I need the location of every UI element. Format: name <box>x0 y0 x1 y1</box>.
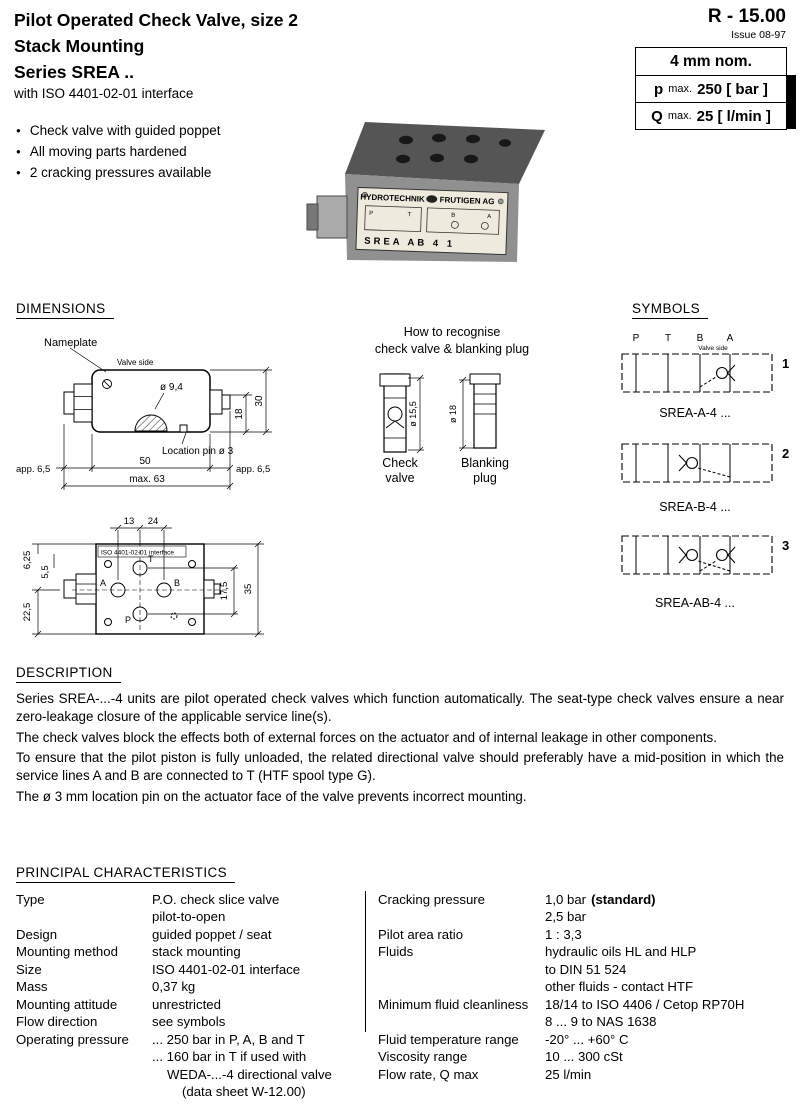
check-valve-body <box>380 374 410 452</box>
char-value: other fluids - contact HTF <box>545 979 694 995</box>
recognise-title-line-2: check valve & blanking plug <box>374 342 530 356</box>
char-row <box>378 1066 788 1083</box>
spec-box-edge-bar <box>786 75 796 129</box>
valve-side-label: Valve side <box>117 358 154 367</box>
char-row <box>378 1048 788 1065</box>
blanking-plug-diameter-label: ø 18 <box>448 404 458 424</box>
symbol-diagram-1 <box>618 330 800 406</box>
characteristics-right-column <box>378 891 788 1083</box>
char-label: Pilot area ratio <box>378 926 464 942</box>
symbol-number-1: 1 <box>782 356 790 371</box>
char-value: stack mounting <box>152 944 241 960</box>
product-photo <box>303 110 548 295</box>
symbol-3-schematic <box>622 536 772 574</box>
spec-p-value: 250 [ bar ] <box>697 80 768 98</box>
char-value: 18/14 to ISO 4406 / Cetop RP70H <box>545 996 745 1012</box>
port-label-p: P <box>124 615 131 625</box>
char-value: 10 ... 300 cSt <box>545 1049 623 1065</box>
dim-6-25: 6,25 <box>22 550 33 570</box>
char-row <box>16 1013 362 1030</box>
blanking-plug-body <box>470 374 500 448</box>
recognise-title <box>352 324 552 358</box>
char-row <box>378 908 788 925</box>
interface-label: ISO 4401-02-01 interface <box>101 549 174 557</box>
char-row <box>16 943 362 960</box>
symbol-number-3: 3 <box>782 538 790 553</box>
description-body <box>16 690 784 809</box>
char-value: 8 ... 9 to NAS 1638 <box>545 1014 657 1030</box>
spec-row-pressure <box>636 75 786 102</box>
description-heading-text: DESCRIPTION <box>16 665 121 683</box>
page-title-line-2: Stack Mounting <box>14 36 145 56</box>
spec-q-max: max. <box>667 110 692 122</box>
char-row <box>16 1031 362 1048</box>
char-value: 2,5 bar <box>545 909 587 925</box>
char-label <box>378 1013 545 1030</box>
char-label: Fluid temperature range <box>378 1031 519 1047</box>
header-title-block <box>14 7 298 85</box>
char-value: 1 : 3,3 <box>545 926 582 942</box>
char-label <box>378 961 545 978</box>
port-label-a: A <box>99 578 106 588</box>
side-view-drawing <box>14 332 314 504</box>
char-label: Mass <box>16 979 48 995</box>
char-row <box>16 1066 362 1083</box>
symbols-section-heading <box>632 300 708 319</box>
dim-17-5: 17,5 <box>219 581 230 601</box>
port-label-b: B <box>174 578 181 588</box>
characteristics-heading-text: PRINCIPAL CHARACTERISTICS <box>16 865 235 883</box>
char-row <box>16 961 362 978</box>
symbol-diagram-3 <box>618 530 800 580</box>
symbol-caption-1: SREA-A-4 ... <box>659 406 731 420</box>
char-row <box>378 943 788 960</box>
valve-block-top <box>345 122 545 184</box>
spec-p-label: p <box>654 80 664 98</box>
char-row <box>16 1048 362 1065</box>
description-paragraph: The check valves block the effects both of external forces on the actuator and of internal leakage in other components. <box>16 729 717 745</box>
feature-item <box>16 120 220 141</box>
spec-row-flow <box>636 102 786 129</box>
dim-left-offset: app. 6,5 <box>16 464 51 475</box>
char-label: Design <box>16 926 58 942</box>
blanking-plug-drawing <box>444 364 509 464</box>
port-label-a: A <box>726 333 734 344</box>
plug-caption-line-1: Blanking <box>461 456 509 470</box>
page-title: Pilot Operated Check Valve, size 2 <box>14 10 299 30</box>
char-value: to DIN 51 524 <box>545 961 627 977</box>
location-pin-label: Location pin ø 3 <box>162 446 234 457</box>
feature-label: 2 cracking pressures available <box>29 165 212 180</box>
dimensions-section-heading <box>16 300 114 319</box>
label-port-b: B <box>451 212 456 219</box>
description-paragraph: The ø 3 mm location pin on the actuator face of the valve prevents incorrect mounting. <box>16 788 527 804</box>
check-caption-line-1: Check <box>382 456 418 470</box>
char-row <box>16 926 362 943</box>
char-row <box>378 1013 788 1030</box>
hole-diameter-label: ø 9,4 <box>160 382 183 393</box>
feature-label: All moving parts hardened <box>29 144 187 159</box>
char-row <box>16 996 362 1013</box>
char-row <box>378 926 788 943</box>
char-label <box>378 908 545 925</box>
symbol-caption-3: SREA-AB-4 ... <box>655 596 735 610</box>
features-list <box>16 120 220 183</box>
top-view-body <box>64 544 220 634</box>
spec-q-label: Q <box>651 107 663 125</box>
page-title-line-3: Series SREA .. <box>14 62 134 82</box>
spec-row-nominal <box>636 48 786 75</box>
feature-item <box>16 162 220 183</box>
nameplate <box>356 187 508 254</box>
symbols-heading-text: SYMBOLS <box>632 301 708 319</box>
symbol-2-schematic <box>622 444 772 482</box>
char-value: 0,37 kg <box>152 979 196 995</box>
port-label-t: T <box>148 554 154 564</box>
characteristics-section-heading <box>16 864 235 883</box>
char-label: Size <box>16 961 42 977</box>
dim-width-50: 50 <box>139 456 151 467</box>
char-label: Fluids <box>378 944 414 960</box>
char-row <box>378 1031 788 1048</box>
char-row <box>378 996 788 1013</box>
side-plug <box>307 196 347 238</box>
dim-right-offset: app. 6,5 <box>236 464 271 475</box>
port-label-b: B <box>696 333 704 344</box>
char-value: unrestricted <box>152 996 221 1012</box>
check-caption-line-2: valve <box>385 471 415 485</box>
dim-height-18: 18 <box>234 408 245 420</box>
recognise-title-line-1: How to recognise <box>403 325 501 339</box>
side-view-body <box>64 370 230 432</box>
dim-max-width: max. 63 <box>129 474 165 485</box>
char-value: pilot-to-open <box>152 909 226 925</box>
doc-number: R - 15.00 <box>707 6 786 27</box>
description-section-heading <box>16 664 121 683</box>
char-value: (data sheet W-12.00) <box>182 1083 306 1099</box>
char-value: guided poppet / seat <box>152 926 272 942</box>
char-label: Mounting method <box>16 944 118 960</box>
char-value: 25 l/min <box>545 1066 592 1082</box>
label-port-a: A <box>487 213 492 221</box>
blanking-plug-caption <box>440 456 530 486</box>
dim-35: 35 <box>243 583 254 595</box>
char-label: Flow direction <box>16 1014 98 1030</box>
char-label: Type <box>16 892 45 907</box>
char-value: P.O. check slice valve <box>152 892 280 907</box>
dimensions-heading-text: DIMENSIONS <box>16 301 114 319</box>
char-label <box>378 978 545 995</box>
check-valve-diameter-label: ø 15,5 <box>408 401 418 427</box>
spec-q-value: 25 [ l/min ] <box>696 107 771 125</box>
label-port-t: T <box>407 212 412 219</box>
char-label: Mounting attitude <box>16 996 118 1012</box>
brand-text-left: HYDROTECHNIK <box>360 192 425 204</box>
char-value: ... 160 bar in T if used with <box>152 1049 307 1065</box>
feature-item <box>16 141 220 162</box>
column-divider <box>365 891 366 1032</box>
char-value: hydraulic oils HL and HLP <box>545 944 697 960</box>
char-value: ISO 4401-02-01 interface <box>152 961 301 977</box>
char-label <box>16 1048 152 1065</box>
dim-24: 24 <box>147 516 159 527</box>
char-row <box>16 978 362 995</box>
model-text: SREA AB 4 1 <box>364 235 456 250</box>
top-view-drawing <box>14 510 314 662</box>
dim-height-30: 30 <box>254 395 265 407</box>
symbol-1-schematic <box>622 354 772 392</box>
char-value: WEDA-...-4 directional valve <box>167 1066 332 1082</box>
check-valve-drawing <box>372 364 430 464</box>
dim-5-5: 5,5 <box>40 565 51 579</box>
char-label <box>16 1066 152 1083</box>
char-label <box>16 908 152 925</box>
char-row <box>378 978 788 995</box>
char-row <box>16 891 362 908</box>
characteristics-left-column <box>16 891 362 1100</box>
spec-table <box>635 47 787 130</box>
char-row <box>16 1083 362 1100</box>
char-row <box>16 908 362 925</box>
port-label-p: P <box>632 333 640 344</box>
symbol-caption-2: SREA-B-4 ... <box>659 500 731 514</box>
char-label <box>16 1083 152 1100</box>
dim-22-5: 22,5 <box>22 602 33 622</box>
brand-text-right: FRUTIGEN AG <box>439 195 495 207</box>
symbol-diagram-2 <box>618 438 800 488</box>
interface-subtitle: with ISO 4401-02-01 interface <box>14 86 194 101</box>
plug-caption-line-2: plug <box>473 471 497 485</box>
char-value: 1,0 bar <box>545 892 587 907</box>
nameplate-label: Nameplate <box>44 337 98 349</box>
feature-label: Check valve with guided poppet <box>29 123 221 138</box>
blanking-plug-dim-lines <box>459 377 474 451</box>
char-row <box>378 891 788 908</box>
check-valve-caption <box>360 456 440 486</box>
dim-13: 13 <box>123 516 135 527</box>
char-value: -20° ... +60° C <box>545 1031 629 1047</box>
valve-side-label: Valve side <box>698 345 728 352</box>
issue-label: Issue 08-97 <box>731 29 786 41</box>
symbol-number-2: 2 <box>782 446 790 461</box>
char-label: Cracking pressure <box>378 892 486 907</box>
bullet-icon: ● <box>16 168 21 177</box>
description-paragraph: Series SREA-...-4 units are pilot operated check valves which function automatically. The seat-type check valves ensure a near zero-leakage closure of the applicable service line(s). <box>16 691 784 724</box>
char-row <box>378 961 788 978</box>
char-label: Minimum fluid cleanliness <box>378 996 529 1012</box>
char-label: Viscosity range <box>378 1049 468 1065</box>
char-label: Operating pressure <box>16 1031 129 1047</box>
char-value: see symbols <box>152 1014 226 1030</box>
bullet-icon: ● <box>16 147 21 156</box>
description-paragraph: To ensure that the pilot piston is fully unloaded, the related directional valve should preferably have a mid-position in which the service lines A and B are connected to T (HTF spool type G). <box>16 750 784 784</box>
spec-nominal-value: 4 mm nom. <box>670 52 752 70</box>
char-label: Flow rate, Q max <box>378 1066 479 1082</box>
bullet-icon: ● <box>16 126 21 135</box>
char-value-bold: (standard) <box>591 892 656 907</box>
spec-p-max: max. <box>668 83 693 95</box>
label-port-p: P <box>369 210 374 217</box>
port-label-t: T <box>664 333 672 344</box>
char-value: ... 250 bar in P, A, B and T <box>152 1031 305 1047</box>
